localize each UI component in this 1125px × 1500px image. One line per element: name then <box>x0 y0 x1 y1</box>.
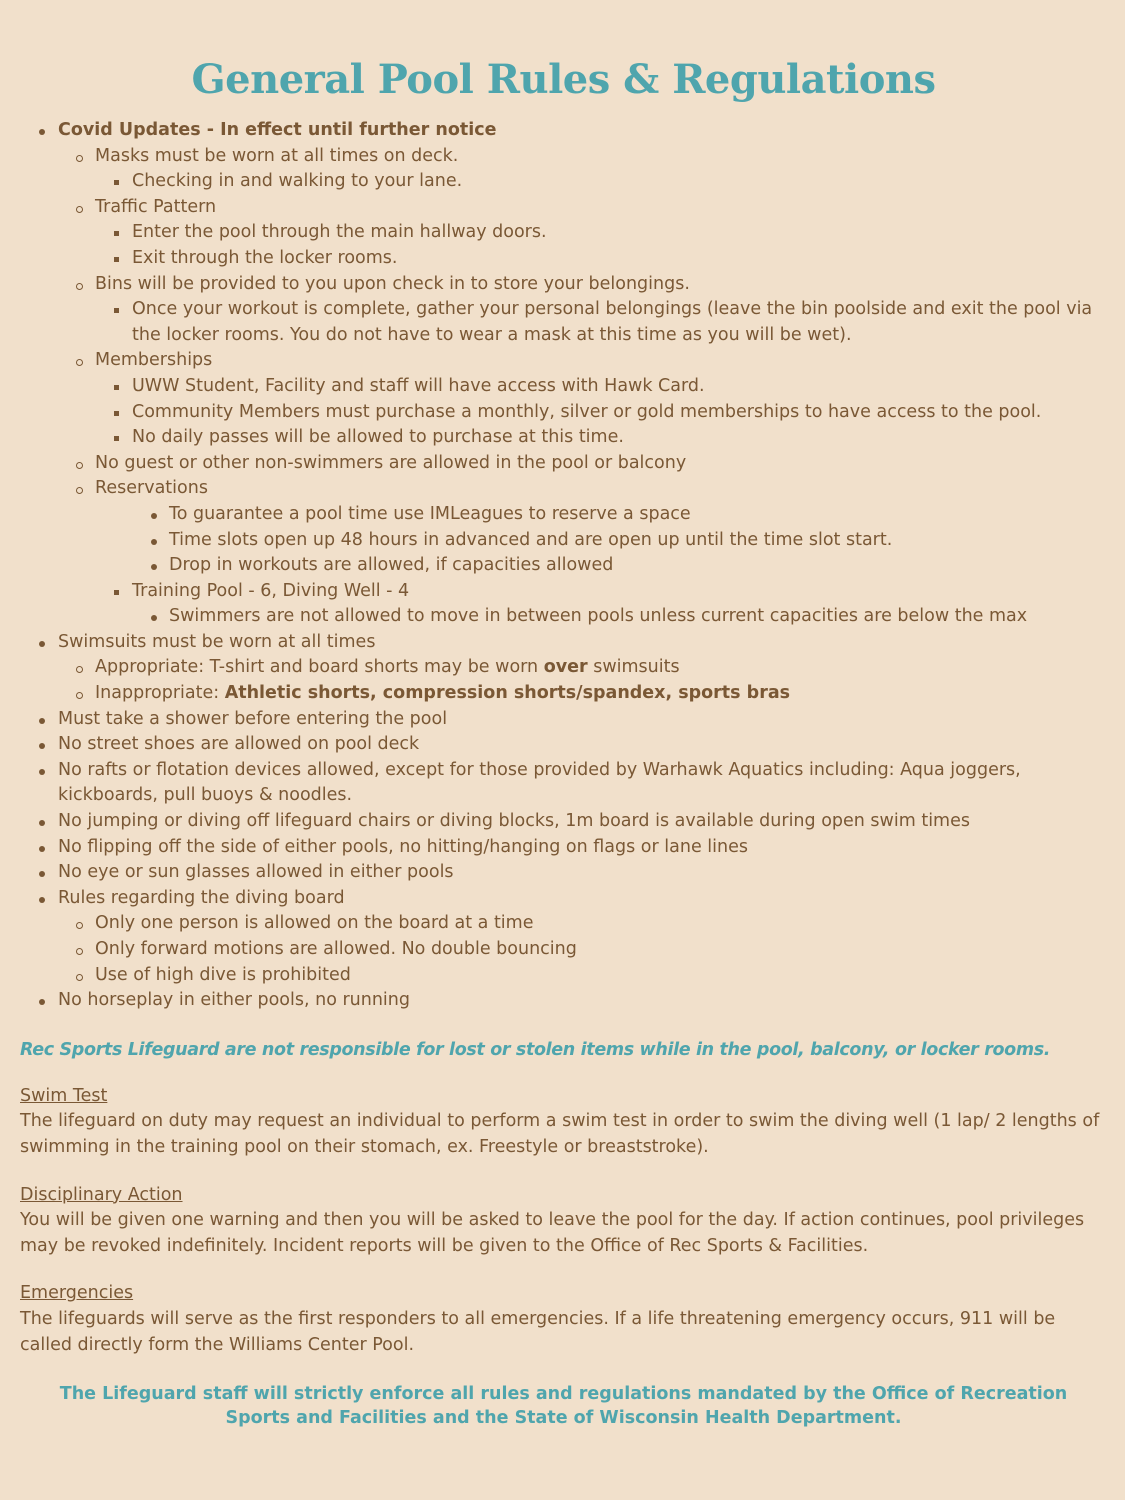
rule-text: No rafts or flotation devices allowed, except for those provided by Warhawk Aquatics including: Aqua joggers, kickboards, pull buoys & noodles. <box>58 759 1021 806</box>
rule-item <box>20 860 1107 886</box>
bullet-icon <box>76 666 83 673</box>
emergencies-body: The lifeguards will serve as the first responders to all emergencies. If a life threatening emergency occurs, 911 will be called directly form the Williams Center Pool. <box>20 1308 1056 1355</box>
rule-item <box>20 886 1107 912</box>
rule-item <box>20 348 1107 374</box>
bullet-icon <box>39 769 45 775</box>
bullet-icon <box>151 615 157 621</box>
bullet-icon <box>76 487 83 494</box>
rule-text: Community Members must purchase a monthly, silver or gold memberships to have access to the pool. <box>132 401 1042 422</box>
rule-item <box>20 707 1107 733</box>
rule-text: Memberships <box>95 350 213 371</box>
bullet-icon <box>76 359 83 366</box>
rule-item <box>20 681 1107 707</box>
rule-item <box>20 553 1107 579</box>
emergencies-section <box>20 1281 1107 1358</box>
bullet-icon <box>39 820 45 826</box>
rule-item <box>20 451 1107 477</box>
rule-text: No horseplay in either pools, no running <box>58 990 410 1011</box>
rule-text: No flipping off the side of either pools, no hitting/hanging on flags or lane lines <box>58 836 748 857</box>
rule-text: Must take a shower before entering the pool <box>58 708 448 729</box>
bullet-icon <box>114 257 119 262</box>
bullet-icon <box>114 590 119 595</box>
rule-item <box>20 911 1107 937</box>
rule-text: Enter the pool through the main hallway doors. <box>132 222 547 243</box>
rule-text: Covid Updates - In effect until further notice <box>58 120 497 140</box>
rule-item <box>20 118 1107 144</box>
bullet-icon <box>76 155 83 162</box>
rule-text: Appropriate: T-shirt and board shorts may be worn <box>95 657 544 678</box>
bullet-icon <box>39 641 45 647</box>
rule-text: Masks must be worn at all times on deck. <box>95 145 459 166</box>
bullet-icon <box>114 411 119 416</box>
rule-item <box>20 963 1107 989</box>
rule-text: No jumping or diving off lifeguard chairs or diving blocks, 1m board is available during open swim times <box>58 811 970 832</box>
bullet-icon <box>39 129 45 135</box>
rule-text: No eye or sun glasses allowed in either pools <box>58 862 454 883</box>
bullet-icon <box>114 436 119 441</box>
rule-item <box>20 169 1107 195</box>
bullet-icon <box>76 462 83 469</box>
rule-item <box>20 400 1107 426</box>
rule-text: Time slots open up 48 hours in advanced and are open up until the time slot start. <box>169 529 893 550</box>
rule-item <box>20 220 1107 246</box>
bullet-icon <box>114 180 119 185</box>
bullet-icon <box>39 846 45 852</box>
rule-text: Inappropriate: <box>95 683 225 704</box>
rule-text: Checking in and walking to your lane. <box>132 171 463 192</box>
rule-text: swimsuits <box>587 657 680 678</box>
rule-item <box>20 272 1107 298</box>
rule-text: To guarantee a pool time use IMLeagues to reserve a space <box>169 503 691 524</box>
rule-text: Only one person is allowed on the board at a time <box>95 913 534 934</box>
rule-item <box>20 374 1107 400</box>
rule-item <box>20 630 1107 656</box>
rule-item <box>20 297 1107 348</box>
rule-text: Use of high dive is prohibited <box>95 964 351 985</box>
rule-item <box>20 835 1107 861</box>
bullet-icon <box>39 743 45 749</box>
rule-item <box>20 604 1107 630</box>
swim-test-body: The lifeguard on duty may request an individual to perform a swim test in order to swim the diving well (1 lap/ 2 lengths of swimming in the training pool on their stomach, ex. Freestyle or breaststroke). <box>20 1111 1100 1157</box>
rule-text: Only forward motions are allowed. No double bouncing <box>95 939 577 959</box>
rule-item <box>20 579 1107 605</box>
rule-text: No guest or other non-swimmers are allowed in the pool or balcony <box>95 452 687 473</box>
rule-item <box>20 937 1107 963</box>
swim-test-section <box>20 1084 1107 1161</box>
disciplinary-body: You will be given one warning and then you will be asked to leave the pool for the day. If action continues, pool privileges may be revoked indefinitely. Incident reports will be given to the Office of Rec Sports & Facilities. <box>20 1210 1085 1256</box>
swim-test-heading: Swim Test <box>20 1085 108 1106</box>
bullet-icon <box>151 539 157 545</box>
bullet-icon <box>76 948 83 955</box>
emergencies-heading: Emergencies <box>20 1283 134 1304</box>
rule-text: Exit through the locker rooms. <box>132 247 398 268</box>
bullet-icon <box>114 231 119 236</box>
bullet-icon <box>76 283 83 290</box>
disciplinary-heading: Disciplinary Action <box>20 1184 183 1205</box>
bullet-icon <box>151 564 157 570</box>
rule-text: Rules regarding the diving board <box>58 887 345 908</box>
rule-text: Once your workout is complete, gather your personal belongings (leave the bin poolside and exit the pool via the locker rooms. You do not have to wear a mask at this time as you will be wet). <box>132 299 1093 345</box>
rule-item <box>20 655 1107 681</box>
rule-text: Bins will be provided to you upon check in to store your belongings. <box>95 273 690 294</box>
rule-text: over <box>543 657 588 678</box>
rule-text: Athletic shorts, compression shorts/spandex, sports bras <box>224 683 791 704</box>
bullet-icon <box>76 206 83 213</box>
rule-item <box>20 732 1107 758</box>
rules-list <box>20 118 1107 1014</box>
bullet-icon <box>39 999 45 1005</box>
bullet-icon <box>114 385 119 390</box>
rule-item <box>20 144 1107 170</box>
bullet-icon <box>76 974 83 981</box>
rule-item <box>20 528 1107 554</box>
bullet-icon <box>114 308 119 313</box>
bullet-icon <box>39 897 45 903</box>
disciplinary-section <box>20 1183 1107 1260</box>
rule-text: Training Pool - 6, Diving Well - 4 <box>132 580 410 601</box>
rule-text: UWW Student, Facility and staff will have access with Hawk Card. <box>132 375 705 396</box>
rule-text: Swimsuits must be worn at all times <box>58 631 376 652</box>
rule-text: Traffic Pattern <box>95 196 217 217</box>
bullet-icon <box>76 922 83 929</box>
rule-item <box>20 809 1107 835</box>
rule-text: Drop in workouts are allowed, if capacities allowed <box>169 555 614 576</box>
bullet-icon <box>39 718 45 724</box>
rule-item <box>20 425 1107 451</box>
bullet-icon <box>76 692 83 699</box>
rule-item <box>20 758 1107 809</box>
rule-item <box>20 246 1107 272</box>
bullet-icon <box>151 513 157 519</box>
rule-text: Swimmers are not allowed to move in between pools unless current capacities are below the max <box>169 606 1028 627</box>
rule-item <box>20 988 1107 1014</box>
bullet-icon <box>39 871 45 877</box>
page-title: General Pool Rules & Regulations <box>191 56 936 103</box>
enforcement-statement: The Lifeguard staff will strictly enforce all rules and regulations mandated by the Office of Recreation Sports and Facilities and the State of Wisconsin Health Department. <box>59 1384 1068 1429</box>
rule-item <box>20 502 1107 528</box>
rule-text: No daily passes will be allowed to purchase at this time. <box>132 427 624 448</box>
rule-text: Reservations <box>95 478 208 499</box>
rule-item <box>20 195 1107 221</box>
rule-item <box>20 476 1107 502</box>
lost-items-notice: Rec Sports Lifeguard are not responsible for lost or stolen items while in the pool, balcony, or locker rooms. <box>20 1039 1051 1060</box>
rule-text: No street shoes are allowed on pool deck <box>58 734 420 755</box>
